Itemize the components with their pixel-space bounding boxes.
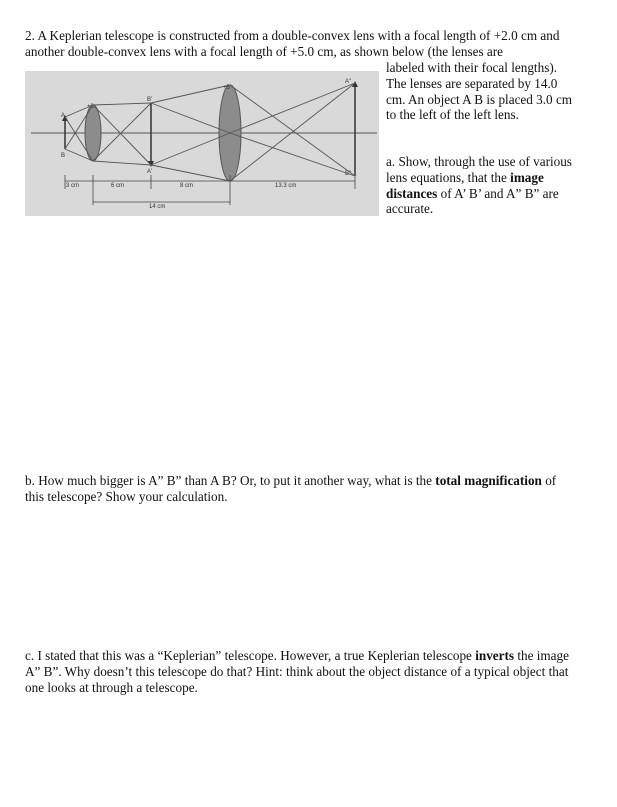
label-b1: B' [147,97,153,103]
telescope-diagram [25,71,379,216]
label-b: B [61,153,66,159]
lens-right-label: +5 [223,85,230,91]
dim-14cm: 14 cm [149,204,166,210]
question-2-continuation: labeled with their focal lengths). The lenses are separated by 14.0 cm. An object A B is placed 3.0 cm to the left of the left lens. [386,60,573,123]
lens-left-label: +2 [87,104,94,110]
label-a1: A' [147,169,153,175]
dim-6cm: 6 cm [111,183,125,189]
label-b2: B" [345,171,352,177]
dim-8cm: 8 cm [180,183,194,189]
label-a2: A" [345,79,352,85]
figure-background [25,71,379,216]
part-b-question: b. How much bigger is A” B” than A B? Or, to put it another way, what is the total magnification of this telescope? Show your calculation. [25,473,557,504]
part-c-question: c. I stated that this was a “Keplerian” telescope. However, a true Keplerian telescope inverts the image A” B”. Why doesn’t this telescope do that? Hint: think about the object distance of a typical object that one looks at through a telescope. [25,648,569,695]
dim-13-3cm: 13.3 cm [275,183,297,189]
part-a-question: a. Show, through the use of various lens equations, that the image distances of A’ B’ and A” B” are accurate. [386,154,572,217]
question-2-intro: 2. A Keplerian telescope is constructed from a double-convex lens with a focal length of +2.0 cm and another double-convex lens with a focal length of +5.0 cm, as shown below (the lenses are [25,28,560,59]
label-a: A [61,113,66,119]
dim-3cm: 3 cm [66,183,80,189]
